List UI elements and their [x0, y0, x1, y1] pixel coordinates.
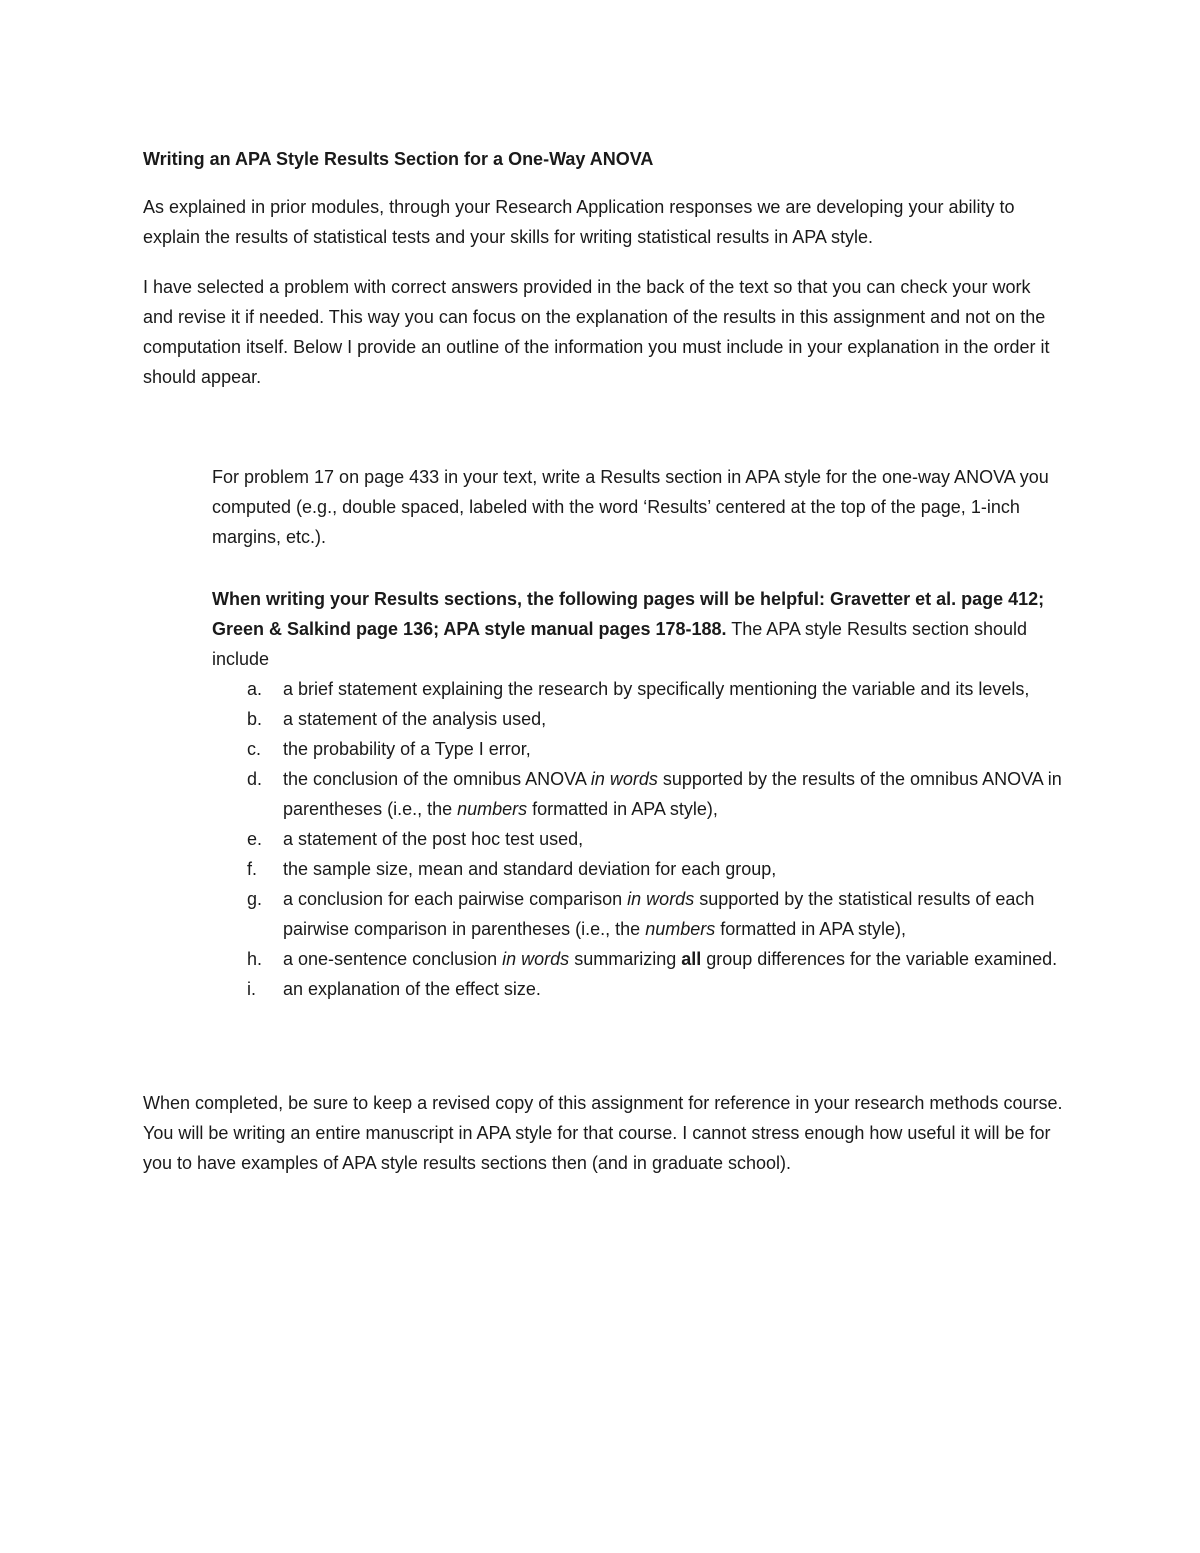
list-marker: b.: [247, 709, 263, 729]
closing-paragraph: When completed, be sure to keep a revised copy of this assignment for reference in your research methods course. You will be writing an entire manuscript in APA style for that course. I cannot stress enough how useful it will be for you to have examples of APA style results sections then (and in graduate school).: [143, 1093, 1063, 1173]
list-marker: e.: [247, 829, 263, 849]
list-marker: c.: [247, 739, 262, 759]
intro-paragraph: As explained in prior modules, through your Research Application responses we are developing your ability to explain the results of statistical tests and your skills for writing statistical results in APA style.: [143, 197, 1015, 247]
list-item: [212, 824, 1062, 854]
text-run: formatted in APA style),: [715, 919, 906, 939]
helpful-pages-rest-text: The APA style Results section should include: [212, 619, 1028, 669]
results-outline-section: [212, 584, 1062, 1004]
text-run: a conclusion for each pairwise comparison: [283, 889, 628, 909]
text-run: group differences for the variable examined.: [701, 949, 1058, 969]
outline-list: [212, 674, 1062, 1004]
text-run: the conclusion of the omnibus ANOVA: [283, 769, 591, 789]
emphasis-text: in words: [590, 769, 658, 789]
list-item: [212, 764, 1062, 824]
list-item: [212, 674, 1062, 704]
emphasis-text: in words: [627, 889, 695, 909]
strong-text: all: [681, 949, 702, 969]
list-item-text: the sample size, mean and standard deviation for each group,: [283, 859, 777, 879]
list-item: [212, 944, 1062, 974]
list-item: [212, 854, 1062, 884]
list-marker: d.: [247, 769, 263, 789]
list-item-text: an explanation of the effect size.: [283, 979, 541, 999]
selection-note-paragraph: I have selected a problem with correct answers provided in the back of the text so that you can check your work and revise it if needed. This way you can focus on the explanation of the results in this assignment and not on the computation itself. Below I provide an outline of the information you must include in your explanation in the order it should appear.: [143, 277, 1050, 387]
text-run: formatted in APA style),: [527, 799, 718, 819]
text-run: summarizing: [569, 949, 682, 969]
emphasis-text: in words: [502, 949, 570, 969]
problem-instructions-paragraph: For problem 17 on page 433 in your text, write a Results section in APA style for the one-way ANOVA you computed (e.g., double spaced, labeled with the word ‘Results’ centered at the top of the page, 1-inch margins, etc.).: [212, 467, 1049, 547]
list-item: [212, 704, 1062, 734]
text-run: supported by the results of the omnibus ANOVA in parentheses (i.e., the: [283, 769, 1062, 819]
list-marker: i.: [247, 979, 256, 999]
list-item-text: [283, 889, 1034, 939]
list-item-text: [283, 949, 1057, 969]
list-item-text: a statement of the analysis used,: [283, 709, 547, 729]
list-item: [212, 884, 1062, 944]
list-marker: h.: [247, 949, 263, 969]
list-item-text: [283, 769, 1062, 819]
document-title: Writing an APA Style Results Section for a One-Way ANOVA: [143, 149, 654, 169]
list-marker: g.: [247, 889, 263, 909]
list-item-text: the probability of a Type I error,: [283, 739, 531, 759]
list-item-text: a brief statement explaining the research by specifically mentioning the variable and its levels,: [283, 679, 1030, 699]
list-item-text: a statement of the post hoc test used,: [283, 829, 584, 849]
list-marker: a.: [247, 679, 263, 699]
list-item: [212, 734, 1062, 764]
text-run: supported by the statistical results of each pairwise comparison in parentheses (i.e., the: [283, 889, 1035, 939]
list-marker: f.: [247, 859, 258, 879]
text-run: a one-sentence conclusion: [283, 949, 503, 969]
helpful-pages-bold-text: When writing your Results sections, the following pages will be helpful: Gravetter et al. page 412; Green & Salkind page 136; APA style manual pages 178-188.: [212, 589, 1045, 639]
emphasis-text: numbers: [645, 919, 716, 939]
helpful-pages-paragraph: [212, 584, 1062, 674]
emphasis-text: numbers: [457, 799, 528, 819]
list-item: [212, 974, 1062, 1004]
